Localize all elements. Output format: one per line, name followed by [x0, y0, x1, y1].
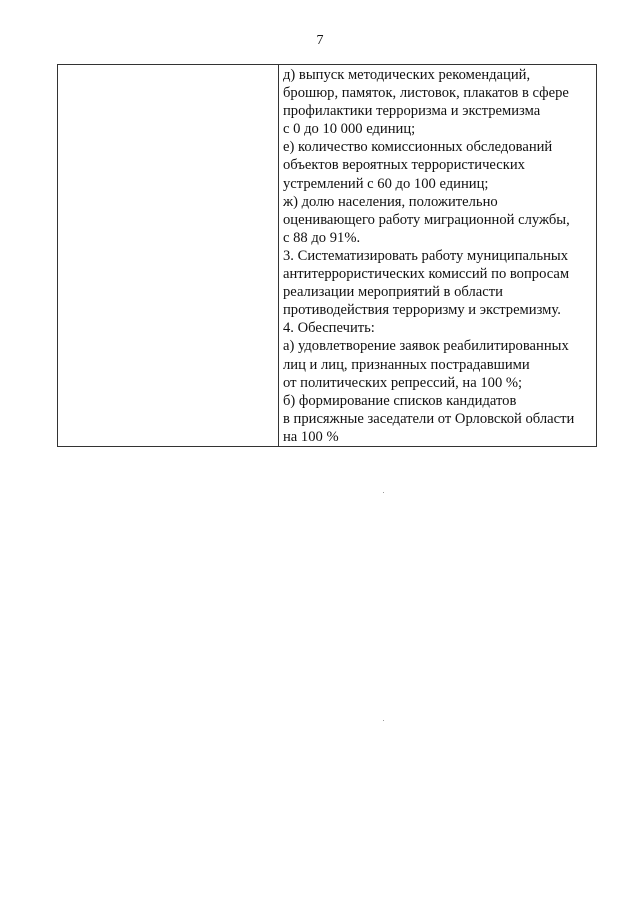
text-line: лиц и лиц, признанных пострадавшими [283, 356, 530, 373]
scan-speck [383, 720, 384, 721]
text-line: 3. Систематизировать работу муниципальных [283, 247, 569, 264]
text-line: с 0 до 10 000 единиц; [283, 121, 416, 138]
text-line: б) формирование списков кандидатов [283, 392, 517, 409]
text-line: брошюр, памяток, листовок, плакатов в сфере [283, 85, 569, 102]
text-line: с 88 до 91%. [283, 229, 361, 246]
text-line: е) количество комиссионных обследований [283, 139, 553, 156]
page-number: 7 [316, 33, 324, 48]
document-table [57, 64, 597, 447]
text-line: от политических репрессий, на 100 %; [283, 374, 523, 391]
text-line: антитеррористических комиссий по вопросам [283, 266, 570, 283]
scan-speck [383, 492, 384, 493]
text-line: в присяжные заседатели от Орловской области [283, 410, 575, 427]
text-line: устремлений с 60 до 100 единиц; [283, 175, 489, 192]
text-line: противодействия терроризму и экстремизму. [283, 302, 561, 319]
text-line: а) удовлетворение заявок реабилитированных [283, 338, 569, 355]
text-line: д) выпуск методических рекомендаций, [283, 67, 531, 83]
table-cell-left-empty [58, 65, 279, 447]
text-line: ж) долю населения, положительно [283, 193, 498, 210]
table-cell-right [279, 65, 597, 447]
text-line: реализации мероприятий в области [283, 284, 503, 301]
text-line: объектов вероятных террористических [283, 157, 525, 174]
text-line: на 100 % [283, 428, 339, 445]
text-line: 4. Обеспечить: [283, 320, 375, 337]
text-line: профилактики терроризма и экстремизма [283, 103, 541, 120]
table-row [58, 65, 597, 447]
text-line: оценивающего работу миграционной службы, [283, 211, 570, 228]
